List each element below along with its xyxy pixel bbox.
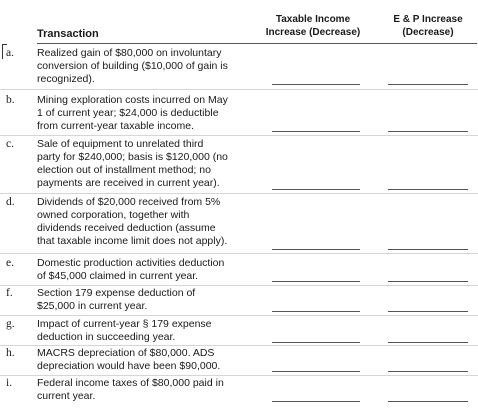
row-divider	[0, 375, 478, 376]
ep-blank[interactable]	[388, 131, 468, 132]
row-letter: g.	[6, 318, 15, 330]
row-divider	[0, 193, 478, 194]
table-header	[0, 0, 478, 46]
taxable-income-blank[interactable]	[272, 131, 360, 132]
row-letter: d.	[6, 196, 15, 208]
row-letter: b.	[6, 94, 15, 106]
taxable-income-blank[interactable]	[272, 249, 360, 250]
taxable-income-blank[interactable]	[272, 311, 360, 312]
row-letter: f.	[6, 287, 13, 299]
row-divider	[0, 345, 478, 346]
row-description: Dividends of $20,000 received from 5% owned corporation, together with dividends received deduction (assume that taxable income limit does not apply).	[37, 196, 228, 247]
taxable-income-blank[interactable]	[272, 401, 360, 402]
taxable-income-blank[interactable]	[272, 371, 360, 372]
row-description: Realized gain of $80,000 on involuntary conversion of building ($10,000 of gain is recognized).	[37, 47, 228, 85]
row-divider	[0, 135, 478, 136]
ep-blank[interactable]	[388, 281, 468, 282]
row-description: Mining exploration costs incurred on May 1 of current year; $24,000 is deductible from current-year taxable income.	[37, 94, 228, 132]
header-taxable-income: Taxable Income Increase (Decrease)	[265, 14, 361, 38]
ep-blank[interactable]	[388, 189, 468, 190]
taxable-income-blank[interactable]	[272, 342, 360, 343]
row-description: Federal income taxes of $80,000 paid in current year.	[37, 377, 224, 402]
ep-blank[interactable]	[388, 311, 468, 312]
row-divider	[0, 315, 478, 316]
row-letter: c.	[6, 138, 14, 150]
header-transaction: Transaction	[37, 28, 99, 40]
row-letter: h.	[6, 347, 15, 359]
ep-blank[interactable]	[388, 401, 468, 402]
row-description: MACRS depreciation of $80,000. ADS depreciation would have been $90,000.	[37, 347, 221, 372]
row-divider	[0, 285, 478, 286]
row-letter: e.	[6, 257, 14, 269]
row-letter: i.	[6, 377, 13, 389]
header-rule	[37, 43, 477, 44]
header-ep: E & P Increase (Decrease)	[393, 14, 463, 38]
ep-blank[interactable]	[388, 371, 468, 372]
row-divider	[0, 253, 478, 254]
ep-blank[interactable]	[388, 84, 468, 85]
row-description: Sale of equipment to unrelated third party for $240,000; basis is $120,000 (no election out of installment method; no payments are received in current year).	[37, 138, 228, 189]
row-description: Section 179 expense deduction of $25,000 in current year.	[37, 287, 196, 312]
ep-blank[interactable]	[388, 342, 468, 343]
taxable-income-blank[interactable]	[272, 281, 360, 282]
taxable-income-blank[interactable]	[272, 84, 360, 85]
taxable-income-blank[interactable]	[272, 189, 360, 190]
row-description: Domestic production activities deduction of $45,000 claimed in current year.	[37, 257, 225, 282]
ep-blank[interactable]	[388, 249, 468, 250]
row-divider	[0, 89, 478, 90]
row-description: Impact of current-year § 179 expense deduction in succeeding year.	[37, 318, 212, 343]
row-letter: a.	[6, 47, 14, 59]
